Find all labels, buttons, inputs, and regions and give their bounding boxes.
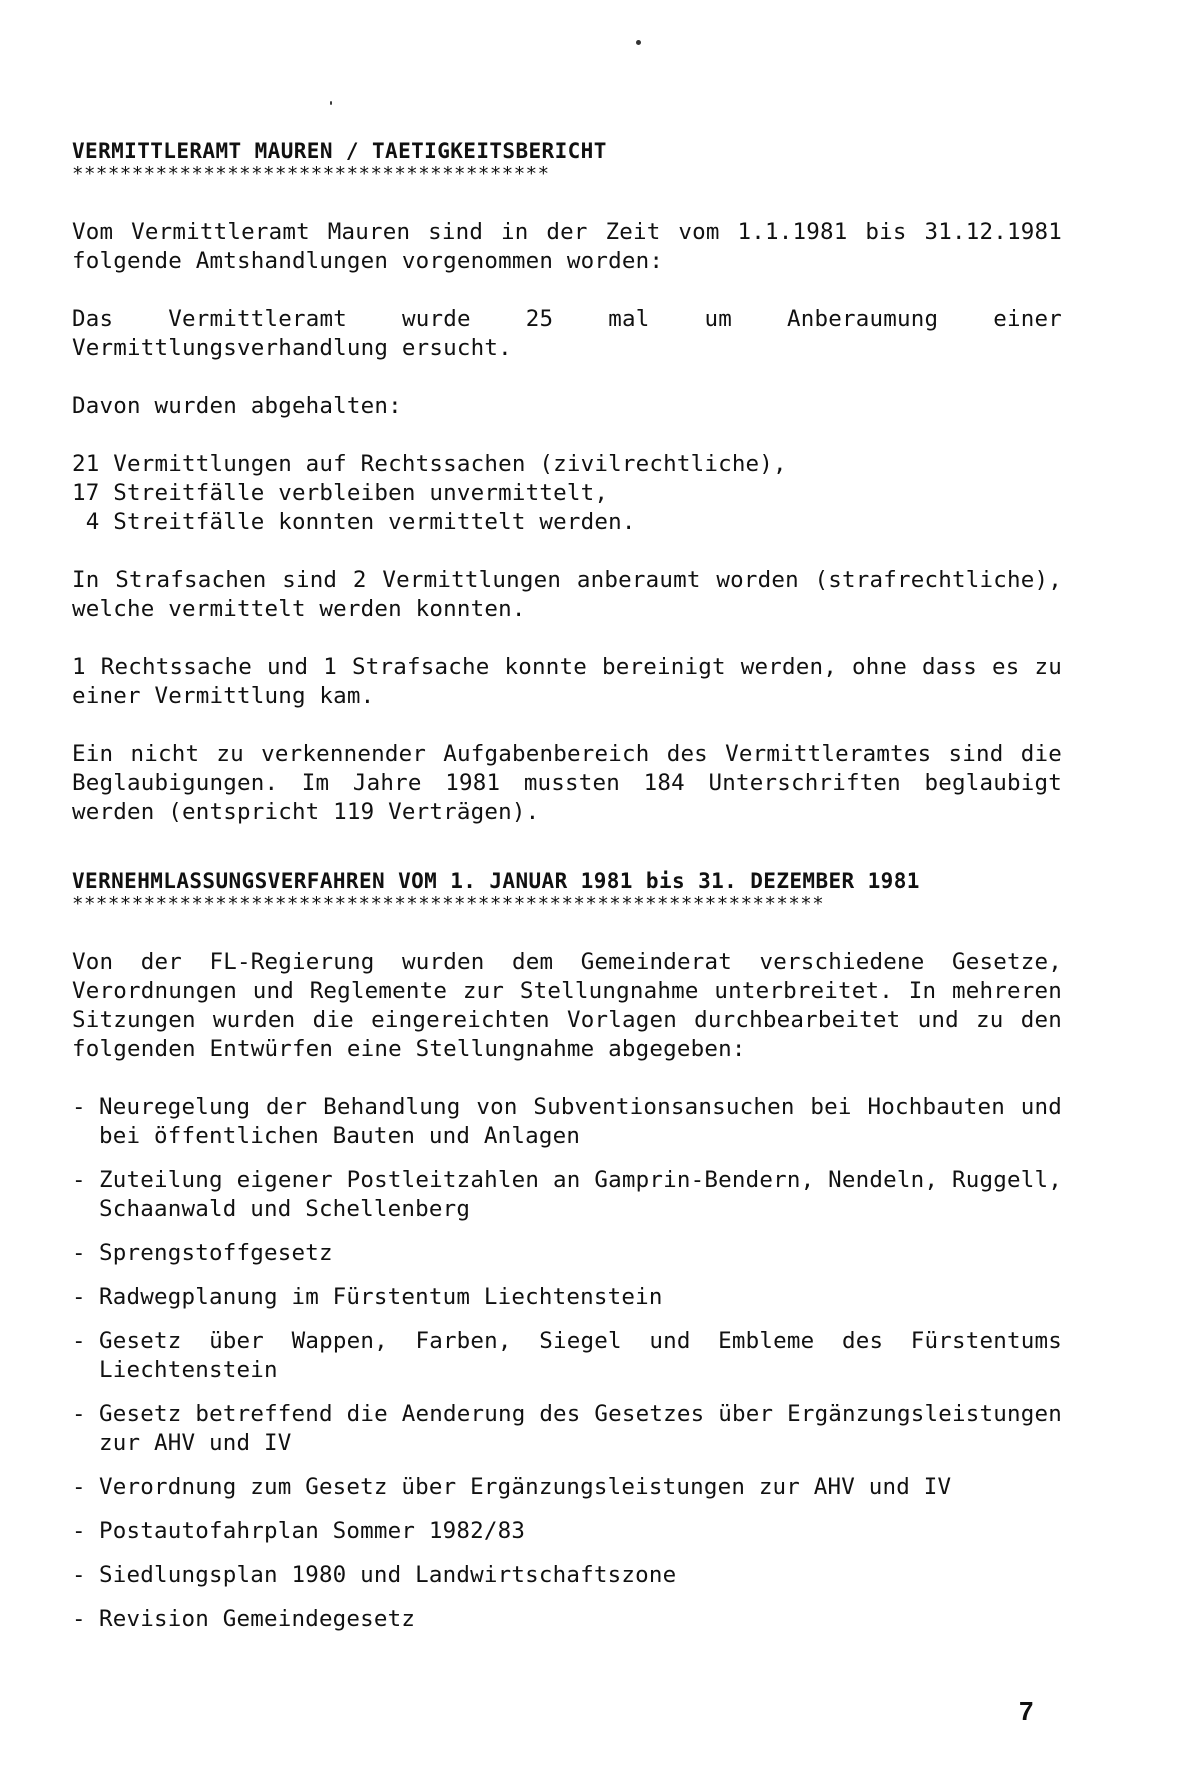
stat-line: 17 Streitfälle verbleiben unvermittelt, bbox=[72, 480, 609, 506]
dash-marker: - bbox=[72, 1284, 86, 1310]
consultation-list bbox=[72, 1093, 1062, 1634]
list-item-text: Siedlungsplan 1980 und Landwirtschaftszone bbox=[99, 1562, 677, 1588]
section1-paragraph: Ein nicht zu verkennender Aufgabenbereich des Vermittleramtes sind die Beglaubigungen. Im Jahre 1981 mussten 184 Unterschriften beglaubigt werden (entspricht 119 Verträgen). bbox=[72, 741, 1062, 825]
section1-paragraph: In Strafsachen sind 2 Vermittlungen anberaumt worden (strafrechtliche), welche vermittelt werden konnten. bbox=[72, 567, 1062, 622]
list-item-text: Gesetz über Wappen, Farben, Siegel und Embleme des Fürstentums Liechtenstein bbox=[99, 1328, 1062, 1383]
dash-marker: - bbox=[72, 1167, 86, 1193]
section1-paragraph: Das Vermittleramt wurde 25 mal um Anberaumung einer Vermittlungsverhandlung ersucht. bbox=[72, 306, 1062, 361]
list-item-text: Radwegplanung im Fürstentum Liechtenstein bbox=[99, 1284, 663, 1310]
stat-line: 4 Streitfälle konnten vermittelt werden. bbox=[72, 509, 636, 535]
section1-paragraph: Davon wurden abgehalten: bbox=[72, 393, 402, 419]
stat-line: 21 Vermittlungen auf Rechtssachen (zivilrechtliche), bbox=[72, 451, 787, 477]
list-item bbox=[72, 1605, 1062, 1634]
scan-speck bbox=[330, 101, 332, 105]
dash-marker: - bbox=[72, 1606, 86, 1632]
section1-underline: **************************************** bbox=[72, 164, 550, 184]
list-item bbox=[72, 1283, 1062, 1312]
list-item-text: Sprengstoffgesetz bbox=[99, 1240, 333, 1266]
dash-marker: - bbox=[72, 1240, 86, 1266]
section2-underline: *************************************************************** bbox=[72, 894, 825, 914]
scan-speck bbox=[636, 40, 641, 45]
list-item-text: Zuteilung eigener Postleitzahlen an Gamprin-Bendern, Nendeln, Ruggell, Schaanwald und Schellenberg bbox=[99, 1167, 1062, 1222]
list-item bbox=[72, 1239, 1062, 1268]
section1-stats bbox=[72, 450, 1062, 537]
dash-marker: - bbox=[72, 1401, 86, 1427]
list-item-text: Verordnung zum Gesetz über Ergänzungsleistungen zur AHV und IV bbox=[99, 1474, 952, 1500]
dash-marker: - bbox=[72, 1474, 86, 1500]
list-item bbox=[72, 1093, 1062, 1151]
section1-heading: VERMITTLERAMT MAUREN / TAETIGKEITSBERICHT bbox=[72, 139, 607, 163]
list-item-text: Neuregelung der Behandlung von Subventionsansuchen bei Hochbauten und bei öffentlichen Bauten und Anlagen bbox=[99, 1094, 1062, 1149]
dash-marker: - bbox=[72, 1328, 86, 1354]
dash-marker: - bbox=[72, 1518, 86, 1544]
page-number: 7 bbox=[1019, 1696, 1034, 1726]
section1-paragraph: 1 Rechtssache und 1 Strafsache konnte bereinigt werden, ohne dass es zu einer Vermittlung kam. bbox=[72, 654, 1062, 709]
list-item bbox=[72, 1327, 1062, 1385]
list-item bbox=[72, 1166, 1062, 1224]
list-item bbox=[72, 1561, 1062, 1590]
list-item-text: Revision Gemeindegesetz bbox=[99, 1606, 416, 1632]
list-item-text: Postautofahrplan Sommer 1982/83 bbox=[99, 1518, 526, 1544]
list-item-text: Gesetz betreffend die Aenderung des Gesetzes über Ergänzungsleistungen zur AHV und IV bbox=[99, 1401, 1062, 1456]
section2-intro: Von der FL-Regierung wurden dem Gemeinderat verschiedene Gesetze, Verordnungen und Reglemente zur Stellungnahme unterbreitet. In mehreren Sitzungen wurden die eingereichten Vorlagen durchbearbeitet und zu den folgenden Entwürfen eine Stellungnahme abgegeben: bbox=[72, 949, 1062, 1062]
dash-marker: - bbox=[72, 1562, 86, 1588]
list-item bbox=[72, 1473, 1062, 1502]
list-item bbox=[72, 1400, 1062, 1458]
section2-heading: VERNEHMLASSUNGSVERFAHREN VOM 1. JANUAR 1981 bis 31. DEZEMBER 1981 bbox=[72, 869, 920, 893]
document-page bbox=[72, 138, 1062, 1649]
section1-paragraph: Vom Vermittleramt Mauren sind in der Zeit vom 1.1.1981 bis 31.12.1981 folgende Amtshandlungen vorgenommen worden: bbox=[72, 219, 1062, 274]
list-item bbox=[72, 1517, 1062, 1546]
dash-marker: - bbox=[72, 1094, 86, 1120]
